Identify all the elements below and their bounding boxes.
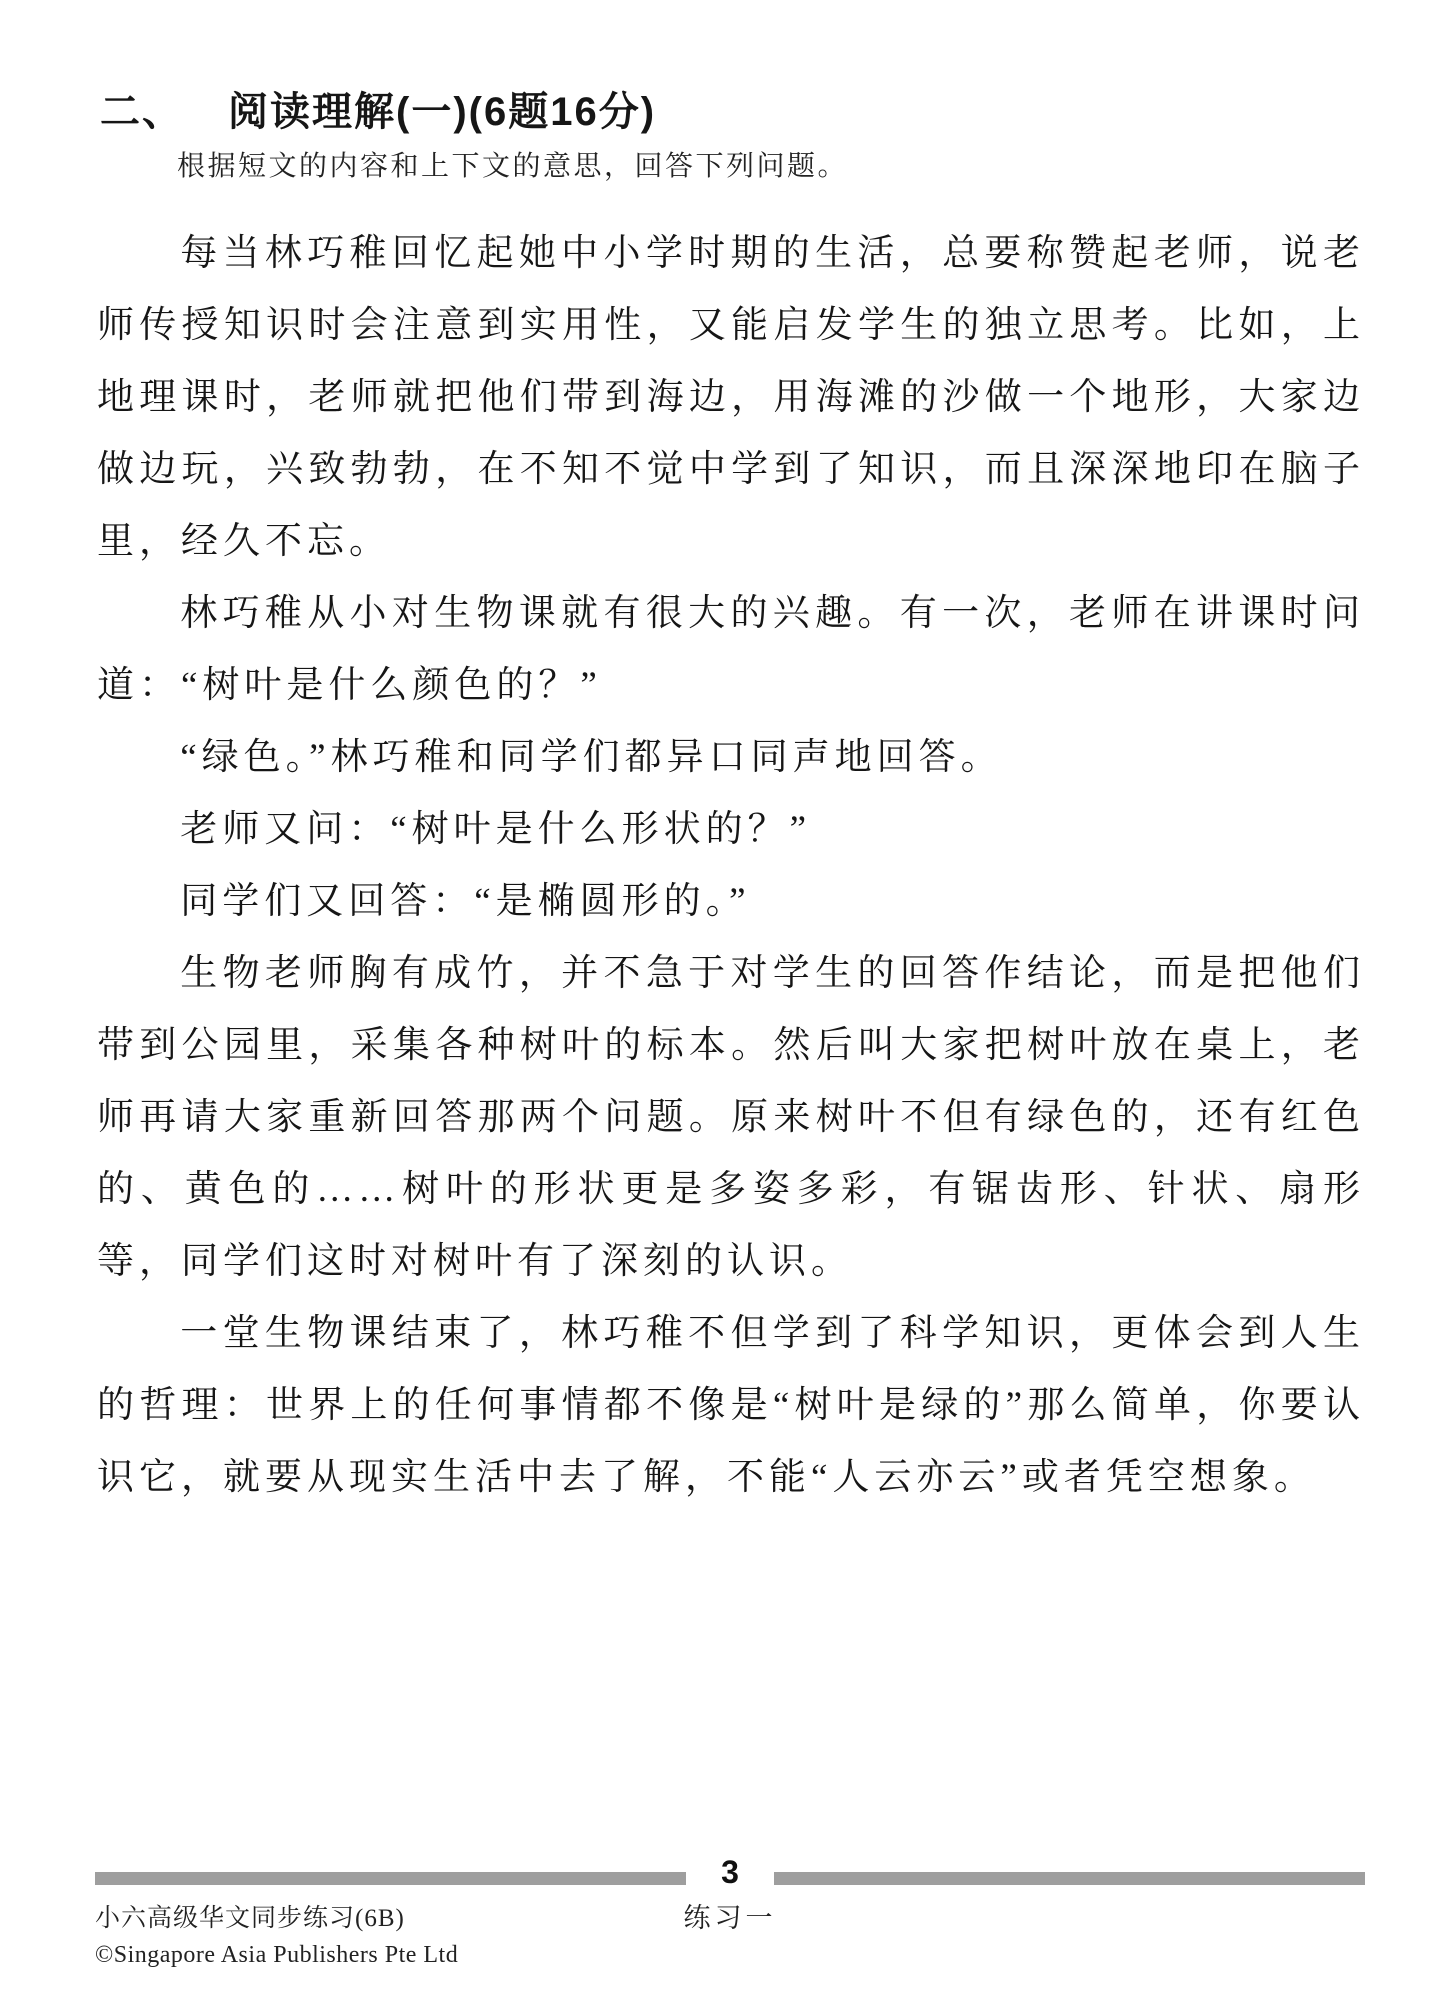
reading-passage: [97, 218, 1365, 1514]
passage-paragraph: 老师又问：“树叶是什么形状的？”: [180, 809, 812, 850]
footer-rule-right: [774, 1872, 1365, 1885]
instruction-text: 根据短文的内容和上下文的意思，回答下列问题。: [177, 151, 849, 182]
footer-rule-left: [95, 1872, 686, 1885]
passage-paragraph: 一堂生物课结束了，林巧稚不但学到了科学知识，更体会到人生的哲理：世界上的任何事情都不像是“树叶是绿的”那么简单，你要认识它，就要从现实生活中去了解，不能“人云亦云”或者凭空想象。: [97, 1313, 1365, 1498]
section-number: 二、: [100, 90, 184, 134]
book-title: 小六高级华文同步练习(6B): [95, 1905, 405, 1932]
footer-rule: [95, 1854, 1365, 1890]
passage-paragraph: 每当林巧稚回忆起她中小学时期的生活，总要称赞起老师，说老师传授知识时会注意到实用性，又能启发学生的独立思考。比如，上地理课时，老师就把他们带到海边，用海滩的沙做一个地形，大家边做边玩，兴致勃勃，在不知不觉中学到了知识，而且深深地印在脑子里，经久不忘。: [97, 233, 1365, 562]
passage-paragraph: 生物老师胸有成竹，并不急于对学生的回答作结论，而是把他们带到公园里，采集各种树叶的标本。然后叫大家把树叶放在桌上，老师再请大家重新回答那两个问题。原来树叶不但有绿色的，还有红色的、黄色的……树叶的形状更是多姿多彩，有锯齿形、针状、扇形等，同学们这时对树叶有了深刻的认识。: [97, 953, 1365, 1282]
passage-paragraph: “绿色。”林巧稚和同学们都异口同声地回答。: [180, 737, 1003, 778]
copyright-notice: ©Singapore Asia Publishers Pte Ltd: [95, 1942, 459, 1968]
exercise-label: 练习一: [683, 1903, 777, 1933]
footer-left: [95, 1898, 458, 1969]
passage-paragraph: 林巧稚从小对生物课就有很大的兴趣。有一次，老师在讲课时问道：“树叶是什么颜色的？”: [97, 593, 1365, 706]
page-number-gap: [686, 1854, 774, 1890]
section-title: 阅读理解(一)(6题16分): [228, 90, 657, 134]
section-header: [100, 80, 656, 137]
page-number: 3: [721, 1854, 739, 1890]
passage-paragraph: 同学们又回答：“是椭圆形的。”: [180, 881, 751, 922]
